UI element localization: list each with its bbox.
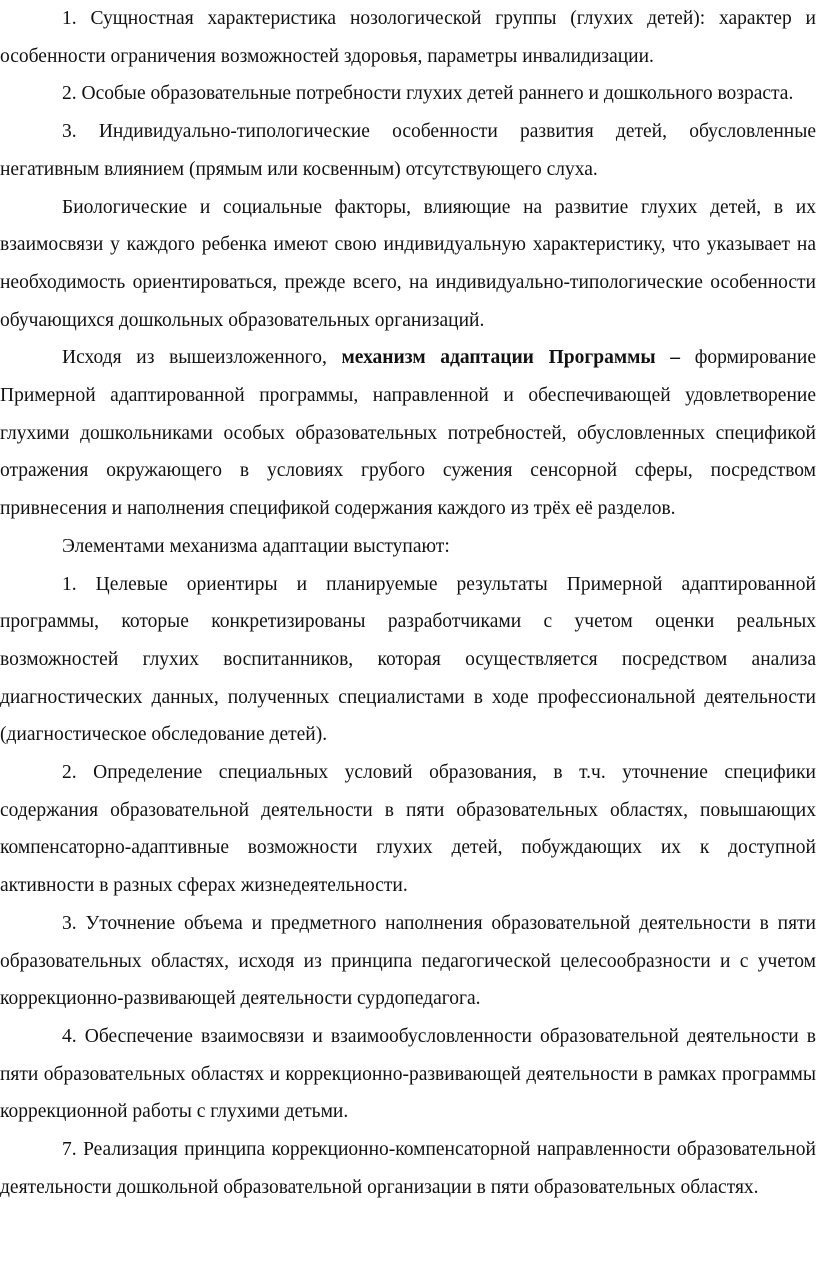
paragraph-11: 7. Реализация принципа коррекционно-компенсаторной направленности образовательной деятельности дошкольной образовательной организации в пяти образовательных областях.: [0, 1139, 816, 1198]
paragraph-1: 1. Сущностная характеристика нозологической группы (глухих детей): характер и особенности ограничения возможностей здоровья, параметры инвалидизации.: [0, 8, 816, 67]
paragraph-9: 3. Уточнение объема и предметного наполнения образовательной деятельности в пяти образовательных областях, исходя из принципа педагогической целесообразности и с учетом коррекционно-развивающей деятельности сурдопедагога.: [0, 912, 816, 1010]
paragraph-5-lead: Исходя из вышеизложенного,: [62, 347, 342, 369]
paragraph-5-rest: формирование Примерной адаптированной программы, направленной и обеспечивающей удовлетворение глухими дошкольниками особых образовательных потребностей, обусловленных спецификой отражения окружающего в условиях грубого сужения сенсорной сферы, посредством привнесения и наполнения спецификой содержания каждого из трёх её разделов.: [0, 347, 816, 520]
paragraph-5-bold-term: механизм адаптации Программы –: [341, 347, 681, 369]
paragraph-6: Элементами механизма адаптации выступают:: [62, 535, 450, 557]
paragraph-3: 3. Индивидуально-типологические особенности развития детей, обусловленные негативным влиянием (прямым или косвенным) отсутствующего слуха.: [0, 121, 816, 180]
paragraph-7: 1. Целевые ориентиры и планируемые результаты Примерной адаптированной программы, которые конкретизированы разработчиками с учетом оценки реальных возможностей глухих воспитанников, которая осуществляется посредством анализа диагностических данных, полученных специалистами в ходе профессиональной деятельности (диагностическое обследование детей).: [0, 573, 816, 746]
paragraph-4: Биологические и социальные факторы, влияющие на развитие глухих детей, в их взаимосвязи у каждого ребенка имеют свою индивидуальную характеристику, что указывает на необходимость ориентироваться, прежде всего, на индивидуально-типологические особенности обучающихся дошкольных образовательных организаций.: [0, 196, 816, 331]
paragraph-8: 2. Определение специальных условий образования, в т.ч. уточнение специфики содержания образовательной деятельности в пяти образовательных областях, повышающих компенсаторно-адаптивные возможности глухих детей, побуждающих их к доступной активности в разных сферах жизнедеятельности.: [0, 762, 816, 897]
paragraph-10: 4. Обеспечение взаимосвязи и взаимообусловленности образовательной деятельности в пяти образовательных областях и коррекционно-развивающей деятельности в рамках программы коррекционной работы с глухими детьми.: [0, 1025, 816, 1123]
paragraph-5: [0, 339, 816, 528]
paragraph-2: 2. Особые образовательные потребности глухих детей раннего и дошкольного возраста.: [62, 83, 794, 105]
